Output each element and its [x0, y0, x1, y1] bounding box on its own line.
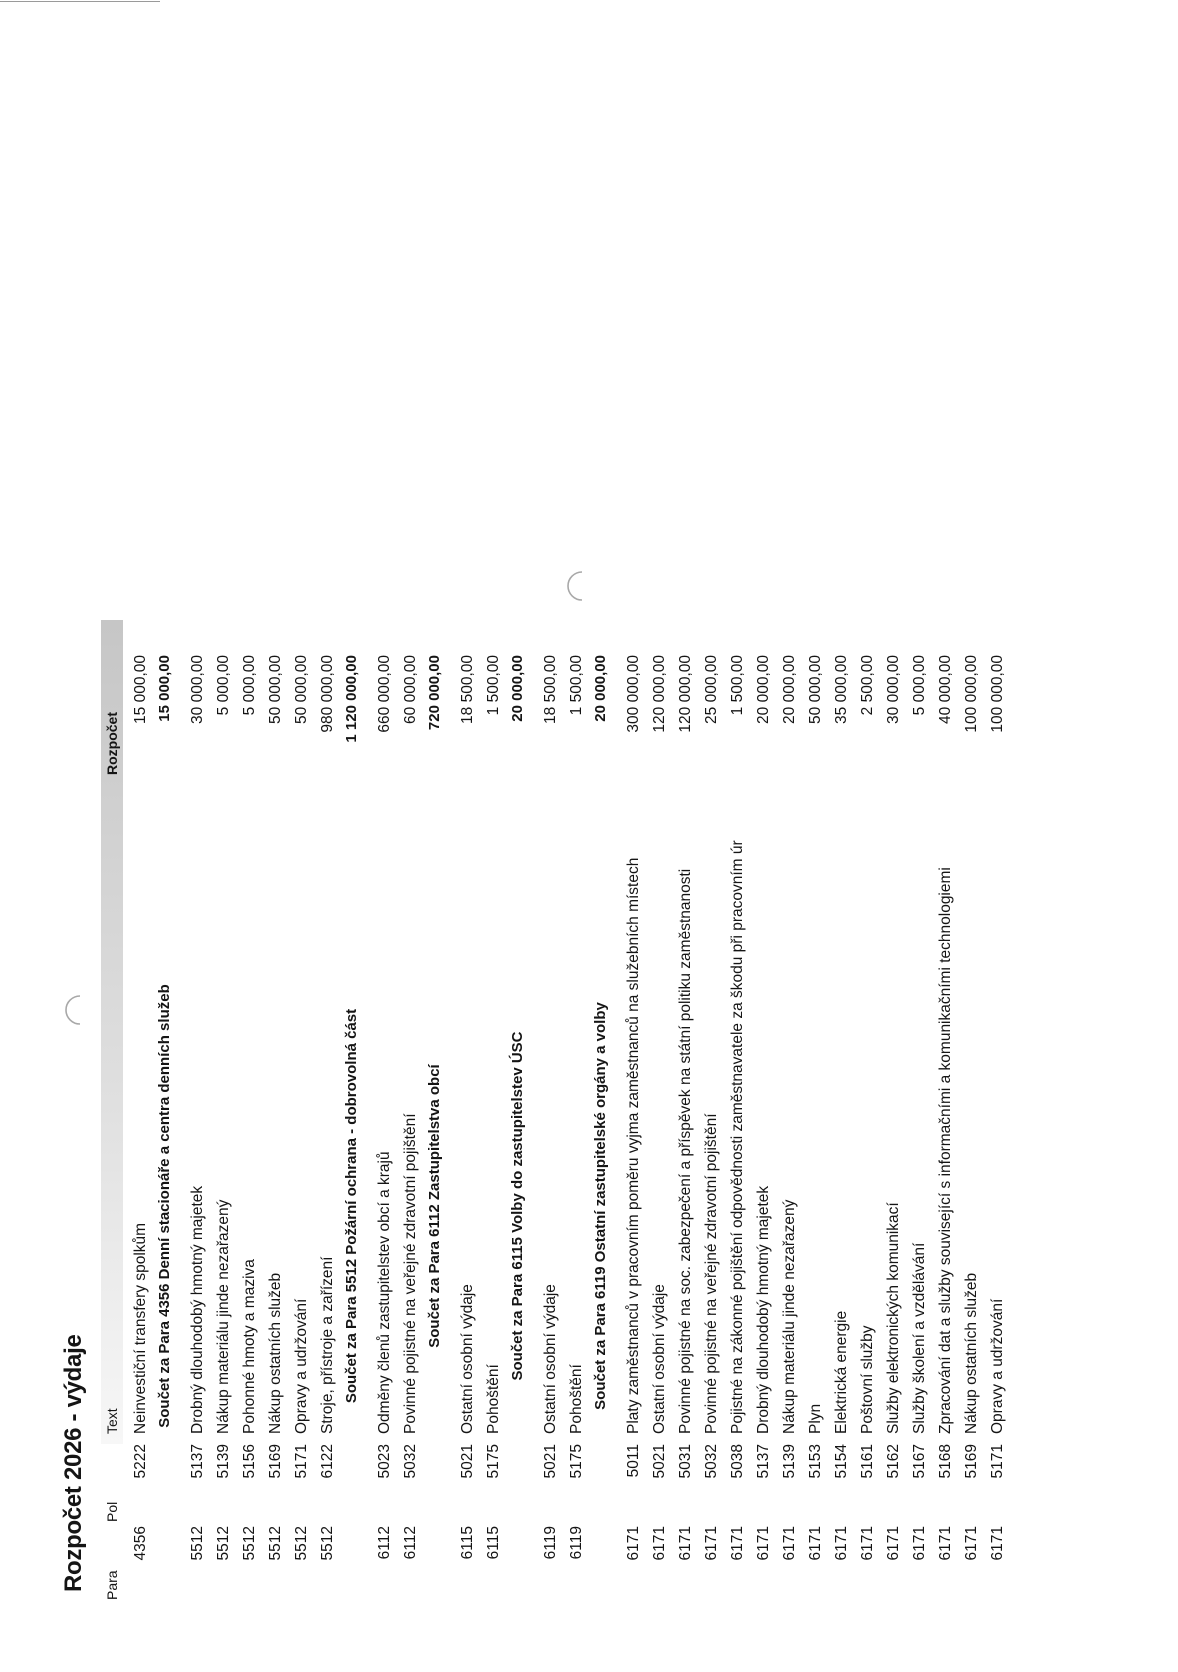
para-cell: 6112 — [376, 1526, 393, 1560]
para-cell: 6171 — [859, 1526, 876, 1561]
para-cell: 6171 — [911, 1526, 928, 1561]
para-cell: 6171 — [781, 1526, 798, 1561]
pol-cell: 5137 — [189, 1444, 206, 1479]
para-cell: 5512 — [241, 1526, 258, 1561]
para-cell: 4356 — [132, 1526, 149, 1561]
text-cell: Zpracování dat a služby související s informačními a komunikačními technologiemi — [937, 867, 954, 1434]
text-cell: Drobný dlouhodobý hmotný majetek — [755, 1185, 772, 1434]
pol-cell: 5153 — [807, 1444, 824, 1479]
para-cell: 6171 — [651, 1526, 668, 1561]
pol-cell: 5139 — [781, 1444, 798, 1479]
budget-cell: 50 000,00 — [807, 655, 824, 724]
para-cell: 5512 — [267, 1526, 284, 1561]
text-cell: Povinné pojistné na veřejné zdravotní pojištění — [703, 1113, 720, 1434]
pol-cell: 5139 — [215, 1444, 232, 1479]
subtotal-value: 20 000,00 — [592, 655, 609, 722]
budget-cell: 1 500,00 — [568, 655, 585, 716]
text-cell: Nákup materiálu jinde nezařazený — [781, 1199, 798, 1434]
para-cell: 5512 — [293, 1526, 310, 1561]
table-row — [372, 572, 398, 1672]
table-row — [621, 572, 647, 1672]
pol-cell: 5161 — [859, 1444, 876, 1479]
text-cell: Pohoštění — [568, 1364, 585, 1434]
pol-cell: 5154 — [833, 1444, 850, 1479]
budget-cell: 660 000,00 — [376, 655, 393, 733]
text-cell: Stroje, přístroje a zařízení — [319, 1256, 336, 1434]
budget-cell: 50 000,00 — [293, 655, 310, 724]
pol-cell: 5032 — [703, 1444, 720, 1479]
text-cell: Neinvestiční transfery spolkům — [132, 1222, 149, 1434]
table-row — [803, 572, 829, 1672]
table-row — [647, 572, 673, 1672]
pol-cell: 5175 — [568, 1444, 585, 1479]
table-row — [455, 572, 481, 1672]
table-row — [128, 572, 154, 1672]
para-cell: 6171 — [885, 1526, 902, 1561]
text-cell: Opravy a udržování — [293, 1298, 310, 1434]
budget-cell: 100 000,00 — [963, 655, 980, 733]
table-row — [777, 572, 803, 1672]
budget-cell: 5 000,00 — [241, 655, 258, 716]
pol-cell: 6122 — [319, 1444, 336, 1479]
subtotal-row — [339, 572, 365, 1672]
pol-cell: 5038 — [729, 1444, 746, 1479]
budget-cell: 30 000,00 — [189, 655, 206, 724]
table-row — [725, 572, 751, 1672]
text-cell: Povinné pojistné na soc. zabezpečení a příspěvek na státní politiku zaměstnanosti — [677, 868, 694, 1434]
text-cell: Ostatní osobní výdaje — [459, 1284, 476, 1434]
text-cell: Nákup materiálu jinde nezařazený — [215, 1199, 232, 1434]
text-cell: Plyn — [807, 1403, 824, 1434]
pol-cell: 5162 — [885, 1444, 902, 1479]
table-row — [855, 572, 881, 1672]
text-cell: Pojistné na zákonné pojištění odpovědnosti zaměstnavatele za škodu při pracovním úr — [729, 840, 746, 1434]
table-row — [751, 572, 777, 1672]
header-pol: Pol — [104, 1501, 120, 1522]
para-cell: 6119 — [542, 1526, 559, 1560]
subtotal-row — [505, 572, 531, 1672]
budget-cell: 100 000,00 — [989, 655, 1006, 733]
para-cell: 6115 — [485, 1526, 502, 1560]
para-cell: 6171 — [729, 1526, 746, 1561]
table-row — [673, 572, 699, 1672]
para-cell: 5512 — [319, 1526, 336, 1561]
budget-table — [128, 572, 1011, 1672]
table-row — [564, 572, 590, 1672]
budget-cell: 1 500,00 — [729, 655, 746, 716]
table-row — [959, 572, 985, 1672]
text-cell: Drobný dlouhodobý hmotný majetek — [189, 1185, 206, 1434]
budget-cell: 5 000,00 — [911, 655, 928, 716]
pol-cell: 5156 — [241, 1444, 258, 1479]
budget-cell: 300 000,00 — [625, 655, 642, 733]
subtotal-value: 15 000,00 — [156, 655, 173, 722]
para-cell: 6171 — [963, 1526, 980, 1561]
para-cell: 6171 — [703, 1526, 720, 1561]
table-row — [985, 572, 1011, 1672]
text-cell: Platy zaměstnanců v pracovním poměru vyjma zaměstnanců na služebních místech — [625, 857, 642, 1434]
subtotal-value: 20 000,00 — [509, 655, 526, 722]
table-row — [289, 572, 315, 1672]
table-row — [398, 572, 424, 1672]
table-row — [263, 572, 289, 1672]
budget-cell: 60 000,00 — [402, 655, 419, 724]
text-cell: Nákup ostatních služeb — [267, 1272, 284, 1434]
para-cell: 6119 — [568, 1526, 585, 1560]
budget-cell: 1 500,00 — [485, 655, 502, 716]
subtotal-label: Součet za Para 5512 Požární ochrana - dobrovolná část — [343, 1008, 360, 1404]
subtotal-value: 1 120 000,00 — [343, 655, 360, 743]
subtotal-label: Součet za Para 6112 Zastupitelstva obcí — [426, 1064, 443, 1348]
budget-cell: 40 000,00 — [937, 655, 954, 724]
table-row — [185, 572, 211, 1672]
budget-cell: 15 000,00 — [132, 655, 149, 724]
para-cell: 6112 — [402, 1526, 419, 1560]
para-cell: 5512 — [189, 1526, 206, 1561]
text-cell: Odměny členů zastupitelstev obcí a krajů — [376, 1151, 393, 1434]
table-row — [481, 572, 507, 1672]
budget-cell: 35 000,00 — [833, 655, 850, 724]
header-para: Para — [104, 1570, 120, 1600]
pol-cell: 5021 — [651, 1444, 668, 1479]
text-cell: Služby školení a vzdělávání — [911, 1242, 928, 1434]
text-cell: Opravy a udržování — [989, 1298, 1006, 1434]
table-row — [538, 572, 564, 1672]
budget-cell: 20 000,00 — [755, 655, 772, 724]
budget-cell: 120 000,00 — [651, 655, 668, 733]
budget-cell: 30 000,00 — [885, 655, 902, 724]
text-cell: Ostatní osobní výdaje — [651, 1284, 668, 1434]
header-text: Text — [104, 1408, 120, 1434]
subtotal-label: Součet za Para 6119 Ostatní zastupitelské orgány a volby — [592, 1002, 609, 1410]
para-cell: 6171 — [755, 1526, 772, 1561]
para-cell: 6171 — [807, 1526, 824, 1561]
pol-cell: 5021 — [459, 1444, 476, 1479]
subtotal-row — [588, 572, 614, 1672]
budget-cell: 18 500,00 — [459, 655, 476, 724]
budget-cell: 2 500,00 — [859, 655, 876, 716]
table-header — [100, 572, 124, 1672]
text-cell: Služby elektronických komunikací — [885, 1202, 902, 1434]
budget-cell: 20 000,00 — [781, 655, 798, 724]
table-row — [315, 572, 341, 1672]
budget-cell: 50 000,00 — [267, 655, 284, 724]
table-row — [907, 572, 933, 1672]
para-cell: 6171 — [677, 1526, 694, 1561]
pol-cell: 5168 — [937, 1444, 954, 1479]
subtotal-value: 720 000,00 — [426, 655, 443, 731]
pol-cell: 5023 — [376, 1444, 393, 1479]
para-cell: 5512 — [215, 1526, 232, 1561]
page-title: Rozpočet 2026 - výdaje — [60, 1334, 87, 1592]
para-cell: 6171 — [989, 1526, 1006, 1561]
pol-cell: 5137 — [755, 1444, 772, 1479]
budget-cell: 980 000,00 — [319, 655, 336, 733]
text-cell: Ostatní osobní výdaje — [542, 1284, 559, 1434]
pol-cell: 5021 — [542, 1444, 559, 1479]
budget-cell: 5 000,00 — [215, 655, 232, 716]
subtotal-row — [152, 572, 178, 1672]
text-cell: Povinné pojistné na veřejné zdravotní pojištění — [402, 1113, 419, 1434]
text-cell: Poštovní služby — [859, 1325, 876, 1434]
budget-cell: 25 000,00 — [703, 655, 720, 724]
para-cell: 6171 — [937, 1526, 954, 1561]
pol-cell: 5031 — [677, 1444, 694, 1479]
subtotal-row — [422, 572, 448, 1672]
table-row — [829, 572, 855, 1672]
header-budget: Rozpočet — [104, 712, 120, 775]
table-row — [211, 572, 237, 1672]
pol-cell: 5169 — [267, 1444, 284, 1479]
budget-cell: 120 000,00 — [677, 655, 694, 733]
table-row — [237, 572, 263, 1672]
para-cell: 6115 — [459, 1526, 476, 1560]
para-cell: 6171 — [625, 1526, 642, 1561]
para-cell: 6171 — [833, 1526, 850, 1561]
pol-cell: 5167 — [911, 1444, 928, 1479]
pol-cell: 5222 — [132, 1444, 149, 1479]
pol-cell: 5171 — [989, 1444, 1006, 1479]
text-cell: Nákup ostatních služeb — [963, 1272, 980, 1434]
table-row — [881, 572, 907, 1672]
text-cell: Pohoštění — [485, 1364, 502, 1434]
table-row — [933, 572, 959, 1672]
table-row — [699, 572, 725, 1672]
pol-cell: 5175 — [485, 1444, 502, 1479]
pol-cell: 5171 — [293, 1444, 310, 1479]
budget-cell: 18 500,00 — [542, 655, 559, 724]
text-cell: Elektrická energie — [833, 1310, 850, 1434]
subtotal-label: Součet za Para 4356 Denní stacionáře a centra denních služeb — [156, 984, 173, 1428]
pol-cell: 5169 — [963, 1444, 980, 1479]
pol-cell: 5011 — [625, 1444, 642, 1478]
pol-cell: 5032 — [402, 1444, 419, 1479]
text-cell: Pohonné hmoty a maziva — [241, 1259, 258, 1434]
subtotal-label: Součet za Para 6115 Volby do zastupitelstev ÚSC — [509, 1031, 526, 1381]
